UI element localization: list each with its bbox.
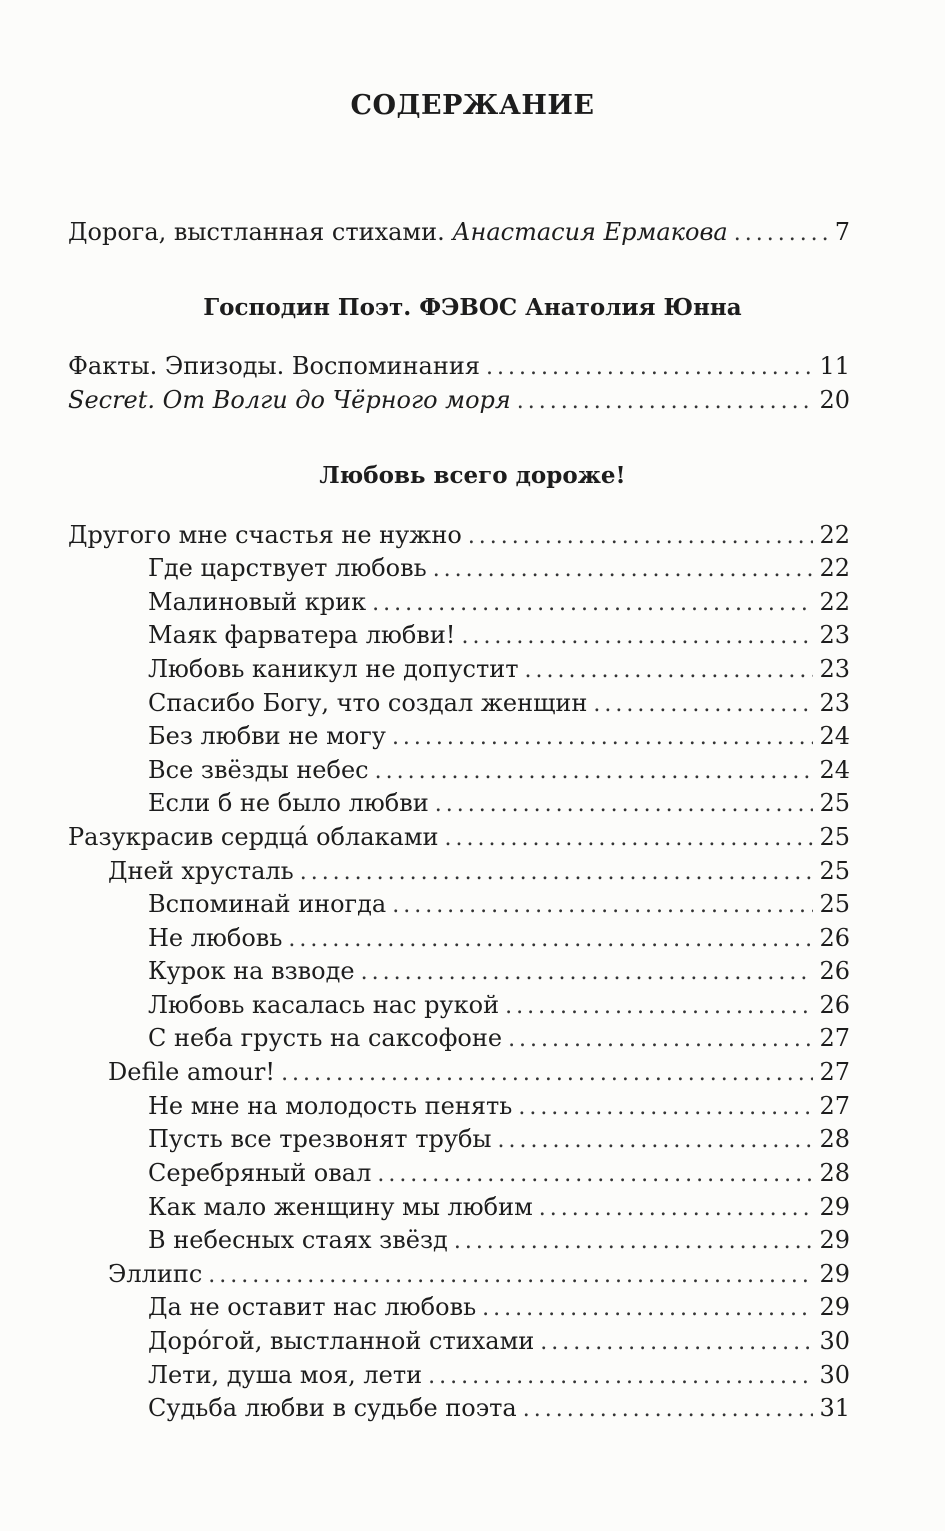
toc-entry: [148, 653, 850, 687]
dot-leader: [498, 1125, 814, 1157]
entry-title: Лети, душа моя, лети: [148, 1361, 423, 1389]
toc-entry: [148, 989, 850, 1023]
page-number: 23: [819, 689, 850, 717]
entry-title: Серебряный овал: [148, 1159, 372, 1187]
entry-title: Secret. От Волги до Чёрного моря: [68, 386, 511, 414]
page-number: 22: [819, 521, 850, 549]
toc-entry: [148, 720, 850, 754]
dot-leader: [523, 1394, 814, 1426]
entry-title: Курок на взводе: [148, 957, 355, 985]
page-number: 20: [819, 386, 850, 414]
entry-title: Все звёзды небес: [148, 756, 369, 784]
dot-leader: [372, 588, 813, 620]
dot-leader: [428, 1361, 813, 1393]
toc-entry: [148, 787, 850, 821]
dot-leader: [208, 1260, 813, 1292]
page-number: 25: [819, 890, 850, 918]
toc-entry: [148, 1090, 850, 1124]
entry-title: Судьба любви в судьбе поэта: [148, 1394, 517, 1422]
dot-leader: [482, 1293, 813, 1325]
toc-entry: [68, 519, 850, 553]
dot-leader: [300, 857, 814, 889]
entry-title: Пусть все трезвонят трубы: [148, 1125, 492, 1153]
dot-leader: [505, 991, 813, 1023]
dot-leader: [593, 689, 813, 721]
page-number: 29: [819, 1260, 850, 1288]
toc-entry: [148, 552, 850, 586]
toc-entry: [108, 1056, 850, 1090]
toc-entry: [148, 1224, 850, 1258]
dot-leader: [508, 1024, 813, 1056]
toc-entry-intro: [68, 216, 850, 250]
toc-entry: [148, 888, 850, 922]
page-title: СОДЕРЖАНИЕ: [350, 90, 595, 121]
dot-leader: [461, 621, 813, 653]
toc-entry: [148, 955, 850, 989]
dot-leader: [375, 756, 814, 788]
entry-title: Без любви не могу: [148, 722, 386, 750]
entry-title: Если б не было любви: [148, 789, 429, 817]
entry-author: Анастасия Ермакова: [452, 218, 728, 246]
entry-title: Разукрасив сердца́ облаками: [68, 823, 439, 851]
page-number: 11: [819, 352, 850, 380]
toc-entry: [148, 687, 850, 721]
page-number: 23: [819, 621, 850, 649]
toc-entry: [108, 855, 850, 889]
section-heading: Господин Поэт. ФЭВОС Анатолия Юнна: [203, 294, 742, 321]
dot-leader: [392, 722, 814, 754]
dot-leader: [517, 386, 814, 418]
toc-entry: [148, 1022, 850, 1056]
entry-title: Эллипс: [108, 1260, 203, 1288]
entry-title: С неба грусть на саксофоне: [148, 1024, 503, 1052]
page-number: 27: [819, 1058, 850, 1086]
toc-entry: [68, 384, 850, 418]
entry-title: Вспоминай иногда: [148, 890, 387, 918]
entry-title: Любовь каникул не допустит: [148, 655, 519, 683]
dot-leader: [281, 1058, 813, 1090]
page-number: 31: [819, 1394, 850, 1422]
entry-title: Маяк фарватера любви!: [148, 621, 456, 649]
toc-entry: [148, 922, 850, 956]
page-number: 7: [834, 218, 850, 246]
toc-entry: [108, 1258, 850, 1292]
page-number: 24: [819, 722, 850, 750]
toc-entry: [148, 1291, 850, 1325]
dot-leader: [486, 352, 813, 384]
dot-leader: [540, 1327, 813, 1359]
toc-entry: [148, 1392, 850, 1426]
entry-title: Малиновый крик: [148, 588, 367, 616]
dot-leader: [435, 789, 814, 821]
entry-title: Defile amour!: [108, 1058, 276, 1086]
page-number: 22: [819, 554, 850, 582]
toc-entry: [68, 350, 850, 384]
dot-leader: [468, 521, 814, 553]
toc-entry: [148, 1359, 850, 1393]
entry-title: Как мало женщину мы любим: [148, 1193, 533, 1221]
dot-leader: [454, 1226, 814, 1258]
page-number: 28: [819, 1125, 850, 1153]
entry-title: Да не оставит нас любовь: [148, 1293, 477, 1321]
page-number: 25: [819, 789, 850, 817]
entry-title: Доро́гой, выстланной стихами: [148, 1327, 535, 1355]
page-number: 27: [819, 1092, 850, 1120]
page-number: 23: [819, 655, 850, 683]
dot-leader: [377, 1159, 813, 1191]
page-number: 30: [819, 1361, 850, 1389]
dot-leader: [734, 218, 829, 250]
dot-leader: [288, 924, 813, 956]
page-number: 28: [819, 1159, 850, 1187]
page-number: 26: [819, 991, 850, 1019]
page-number: 29: [819, 1193, 850, 1221]
toc-entry: [148, 1157, 850, 1191]
dot-leader: [525, 655, 814, 687]
page-number: 25: [819, 857, 850, 885]
entry-title: В небесных стаях звёзд: [148, 1226, 448, 1254]
entry-title: Любовь касалась нас рукой: [148, 991, 500, 1019]
page-number: 29: [819, 1226, 850, 1254]
entry-title: Дорога, выстланная стихами. Анастасия Ермакова: [68, 218, 728, 246]
toc-entry: [148, 1123, 850, 1157]
page-number: 25: [819, 823, 850, 851]
dot-leader: [518, 1092, 813, 1124]
toc-entry: [148, 1325, 850, 1359]
dot-leader: [539, 1193, 814, 1225]
toc-entry: [148, 586, 850, 620]
toc-entry: [68, 821, 850, 855]
page-number: 26: [819, 924, 850, 952]
toc-entry: [148, 619, 850, 653]
section-heading: Любовь всего дороже!: [319, 462, 626, 489]
entry-title: Дней хрусталь: [108, 857, 294, 885]
entry-title: Не любовь: [148, 924, 283, 952]
entry-title: Факты. Эпизоды. Воспоминания: [68, 352, 480, 380]
page-number: 29: [819, 1293, 850, 1321]
dot-leader: [433, 554, 814, 586]
entry-title: Где царствует любовь: [148, 554, 427, 582]
entry-title: Не мне на молодость пенять: [148, 1092, 513, 1120]
page-number: 30: [819, 1327, 850, 1355]
entry-title: Другого мне счастья не нужно: [68, 521, 462, 549]
page-number: 27: [819, 1024, 850, 1052]
toc-entry: [148, 754, 850, 788]
page-number: 22: [819, 588, 850, 616]
entry-title: Спасибо Богу, что создал женщин: [148, 689, 588, 717]
dot-leader: [445, 823, 814, 855]
page-number: 24: [819, 756, 850, 784]
toc-entry: [148, 1191, 850, 1225]
dot-leader: [392, 890, 813, 922]
page-number: 26: [819, 957, 850, 985]
dot-leader: [361, 957, 814, 989]
